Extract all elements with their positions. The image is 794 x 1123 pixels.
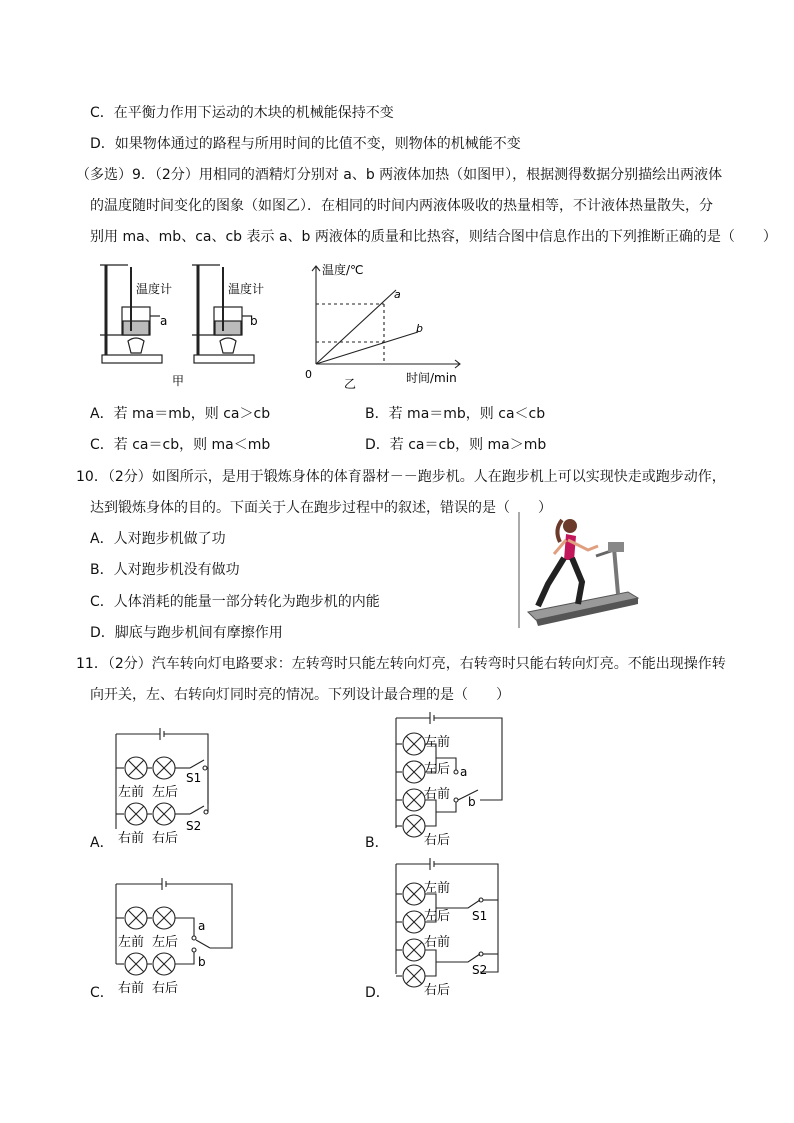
circuit-d-yh: 右后 — [424, 983, 451, 998]
circuit-d-yq: 右前 — [424, 935, 451, 950]
liquid-b-label: b — [250, 314, 258, 328]
circuit-a-yq: 右前 — [118, 831, 145, 846]
circuit-b-yh: 右后 — [424, 833, 451, 848]
option-d-prev: D．如果物体通过的路程与所用时间的比值不变，则物体的机械能不变 — [90, 136, 521, 152]
option-c-prev: C．在平衡力作用下运动的木块的机械能保持不变 — [90, 105, 394, 121]
q9-option-c[interactable]: C．若 ca＝cb，则 ma＜mb — [90, 437, 271, 453]
circuit-c-zq: 左前 — [118, 935, 145, 950]
q9-option-a[interactable]: A．若 ma＝mb，则 ca＞cb — [90, 406, 271, 422]
q11-stem-line2: 向开关，左、右转向灯同时亮的情况。下列设计最合理的是（ ） — [90, 687, 510, 703]
caption-jia: 甲 — [172, 374, 185, 388]
circuit-d-zq: 左前 — [424, 881, 451, 896]
circuit-d-s2: S2 — [472, 963, 488, 977]
circuit-c-b: b — [198, 955, 206, 969]
circuit-a-s2: S2 — [186, 819, 202, 833]
circuit-a-zq: 左前 — [118, 785, 145, 800]
q11-option-a[interactable]: A． — [90, 835, 114, 851]
caption-yi: 乙 — [344, 377, 357, 390]
circuit-c-yq: 右前 — [118, 981, 145, 996]
thermometer-label-2: 温度计 — [228, 282, 265, 296]
q10-stem-line1: 10．（2分）如图所示，是用于锻炼身体的体育器材－－跑步机。人在跑步机上可以实现快走或跑步动作， — [76, 469, 726, 485]
q9-figure-yi — [300, 260, 470, 390]
circuit-b-zh: 左后 — [424, 762, 451, 777]
q9-option-d[interactable]: D．若 ca＝cb，则 ma＞mb — [365, 437, 547, 453]
treadmill-runner-image — [518, 512, 648, 630]
q9-figure-jia — [92, 255, 292, 390]
q9-stem-line3: 别用 ma、mb、ca、cb 表示 a、b 两液体的质量和比热容，则结合图中信息作出的下列推断正确的是（ ） — [90, 229, 777, 245]
q11-stem-line1: 11．（2分）汽车转向灯电路要求：左转弯时只能左转向灯亮，右转弯时只能右转向灯亮。不能出现操作转 — [76, 656, 726, 672]
q11-option-c[interactable]: C． — [90, 985, 114, 1001]
origin-label: 0 — [305, 368, 312, 381]
circuit-c-a: a — [198, 919, 206, 933]
circuit-b-yq: 右前 — [424, 787, 451, 802]
line-b-label: b — [416, 322, 423, 335]
circuit-a — [110, 724, 220, 849]
q11-option-b[interactable]: B． — [365, 835, 389, 851]
circuit-b — [390, 710, 510, 850]
circuit-c-yh: 右后 — [152, 981, 179, 996]
circuit-a-s1: S1 — [186, 771, 202, 785]
circuit-b-zq: 左前 — [424, 735, 451, 750]
q10-option-a[interactable]: A．人对跑步机做了功 — [90, 531, 226, 547]
q9-stem-line2: 的温度随时间变化的图象（如图乙）．在相同的时间内两液体吸收的热量相等，不计液体热量散失，分 — [90, 198, 713, 214]
circuit-c — [110, 874, 240, 999]
circuit-a-zh: 左后 — [152, 785, 179, 800]
q10-option-c[interactable]: C．人体消耗的能量一部分转化为跑步机的内能 — [90, 594, 380, 610]
liquid-a-label: a — [160, 314, 168, 328]
thermometer-label-1: 温度计 — [136, 282, 173, 296]
q9-option-b[interactable]: B．若 ma＝mb，则 ca＜cb — [365, 406, 546, 422]
circuit-c-zh: 左后 — [152, 935, 179, 950]
circuit-b-b: b — [468, 795, 476, 809]
circuit-d-s1: S1 — [472, 909, 488, 923]
q10-option-d[interactable]: D．脚底与跑步机间有摩擦作用 — [90, 625, 283, 641]
circuit-a-yh: 右后 — [152, 831, 179, 846]
q11-option-d[interactable]: D． — [365, 985, 390, 1001]
circuit-d-zh: 左后 — [424, 909, 451, 924]
y-axis-label: 温度/℃ — [322, 263, 364, 277]
q10-stem-line2: 达到锻炼身体的目的。下面关于人在跑步过程中的叙述，错误的是（ ） — [90, 500, 552, 516]
q10-option-b[interactable]: B．人对跑步机没有做功 — [90, 562, 240, 578]
circuit-d — [390, 856, 510, 998]
q9-stem-line1: （多选）9．（2分）用相同的酒精灯分别对 a、b 两液体加热（如图甲），根据测得数据分别描绘出两液体 — [76, 167, 723, 183]
line-a-label: a — [394, 288, 401, 301]
x-axis-label: 时间/min — [406, 371, 457, 385]
circuit-b-a: a — [460, 765, 468, 779]
